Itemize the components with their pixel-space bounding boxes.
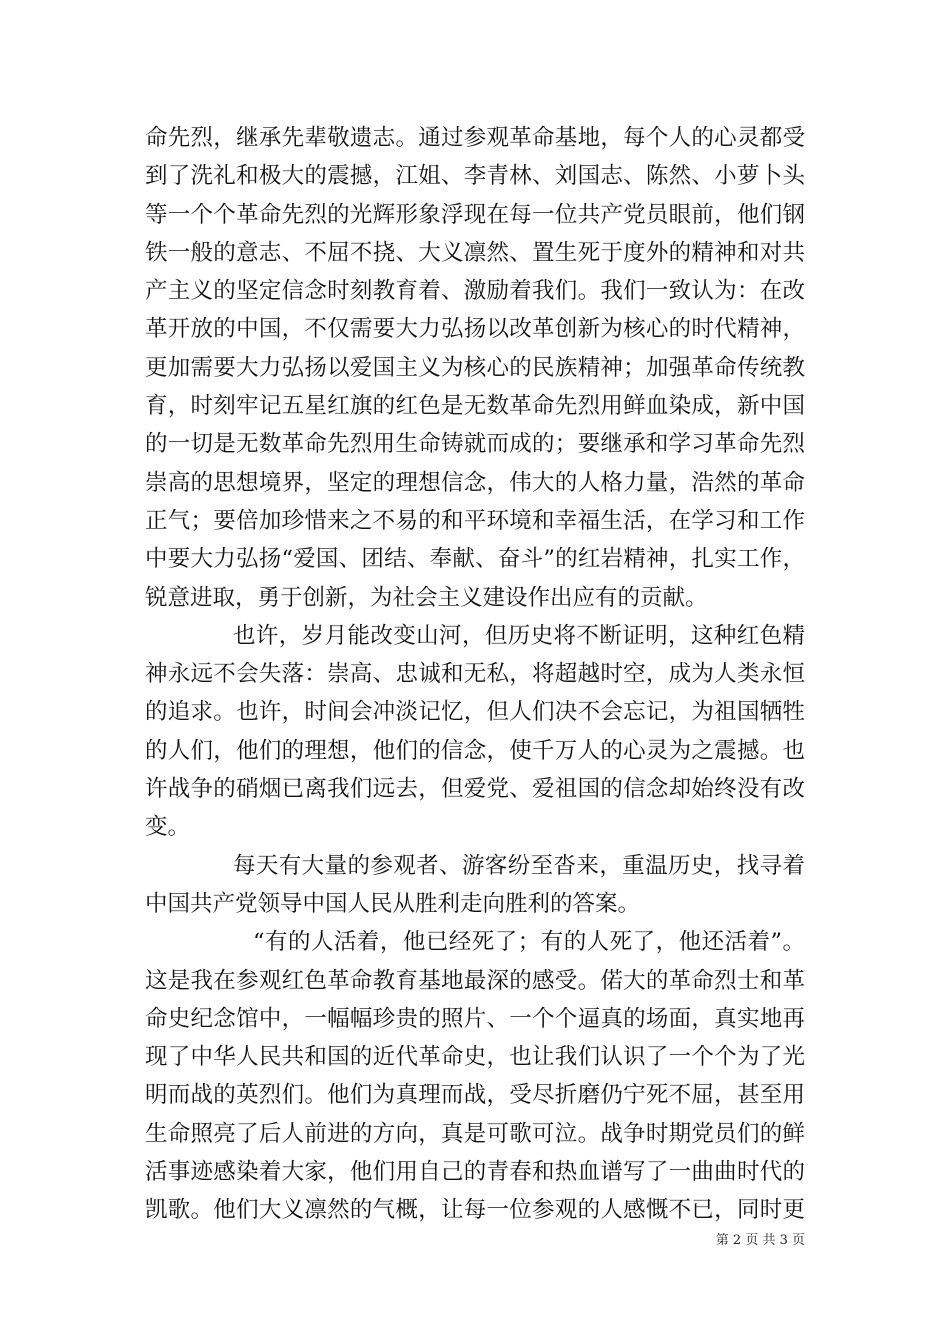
text-line: 的人们，他们的理想，他们的信念，使千万人的心灵为之震撼。也 [145,737,805,764]
text-line: “有的人活着，他已经死了；有的人死了，他还活着”。 [253,929,805,956]
text-line: 铁一般的意志、不屈不挠、大义凛然、置生死于度外的精神和对共 [145,239,805,266]
text-line: 崇高的思想境界，坚定的理想信念，伟大的人格力量，浩然的革命 [145,469,805,496]
body-text [145,119,805,1230]
text-line: 产主义的坚定信念时刻教育着、激励着我们。我们一致认为：在改 [145,278,805,305]
text-line: 每天有大量的参观者、游客纷至沓来，重温历史，找寻着 [233,852,805,879]
text-line: 也许，岁月能改变山河，但历史将不断证明，这种红色精 [233,622,805,649]
text-line: 革开放的中国，不仅需要大力弘扬以改革创新为核心的时代精神， [145,316,805,343]
text-line: 命史纪念馆中，一幅幅珍贵的照片、一个个逼真的场面，真实地再 [145,1005,805,1032]
text-line: 中要大力弘扬“爱国、团结、奉献、奋斗”的红岩精神，扎实工作， [145,546,805,573]
text-line: 等一个个革命先烈的光辉形象浮现在每一位共产党员眼前，他们钢 [145,201,805,228]
text-line: 变。 [145,814,191,841]
text-line: 的追求。也许，时间会冲淡记忆，但人们决不会忘记，为祖国牺牲 [145,699,805,726]
text-line: 明而战的英烈们。他们为真理而战，受尽折磨仍宁死不屈，甚至用 [145,1082,805,1109]
text-line: 正气；要倍加珍惜来之不易的和平环境和幸福生活，在学习和工作 [145,507,805,534]
text-line: 现了中华人民共和国的近代革命史，也让我们认识了一个个为了光 [145,1044,805,1071]
text-line: 这是我在参观红色革命教育基地最深的感受。偌大的革命烈士和革 [145,967,805,994]
text-line: 活事迹感染着大家，他们用自己的青春和热血谱写了一曲曲时代的 [145,1159,805,1186]
text-line: 到了洗礼和极大的震撼，江姐、李青林、刘国志、陈然、小萝卜头 [145,163,805,190]
text-line: 命先烈，继承先辈敬遗志。通过参观革命基地，每个人的心灵都受 [145,125,805,151]
text-line: 的一切是无数革命先烈用生命铸就而成的；要继承和学习革命先烈 [145,431,805,458]
text-line: 生命照亮了后人前进的方向，真是可歌可泣。战争时期党员们的鲜 [145,1120,805,1147]
page-number-footer: 第 2 页 共 3 页 [715,1233,805,1248]
text-line: 锐意进取，勇于创新，为社会主义建设作出应有的贡献。 [145,584,708,611]
text-line: 更加需要大力弘扬以爱国主义为核心的民族精神；加强革命传统教 [145,354,805,381]
text-line: 中国共产党领导中国人民从胜利走向胜利的答案。 [145,890,641,917]
text-line: 育，时刻牢记五星红旗的红色是无数革命先烈用鲜血染成，新中国 [145,393,805,420]
text-line: 许战争的硝烟已离我们远去，但爱党、爱祖国的信念却始终没有改 [145,776,805,803]
text-line: 凯歌。他们大义凛然的气概，让每一位参观的人感慨不已，同时更 [145,1197,805,1224]
text-line: 神永远不会失落：崇高、忠诚和无私，将超越时空，成为人类永恒 [145,661,805,688]
